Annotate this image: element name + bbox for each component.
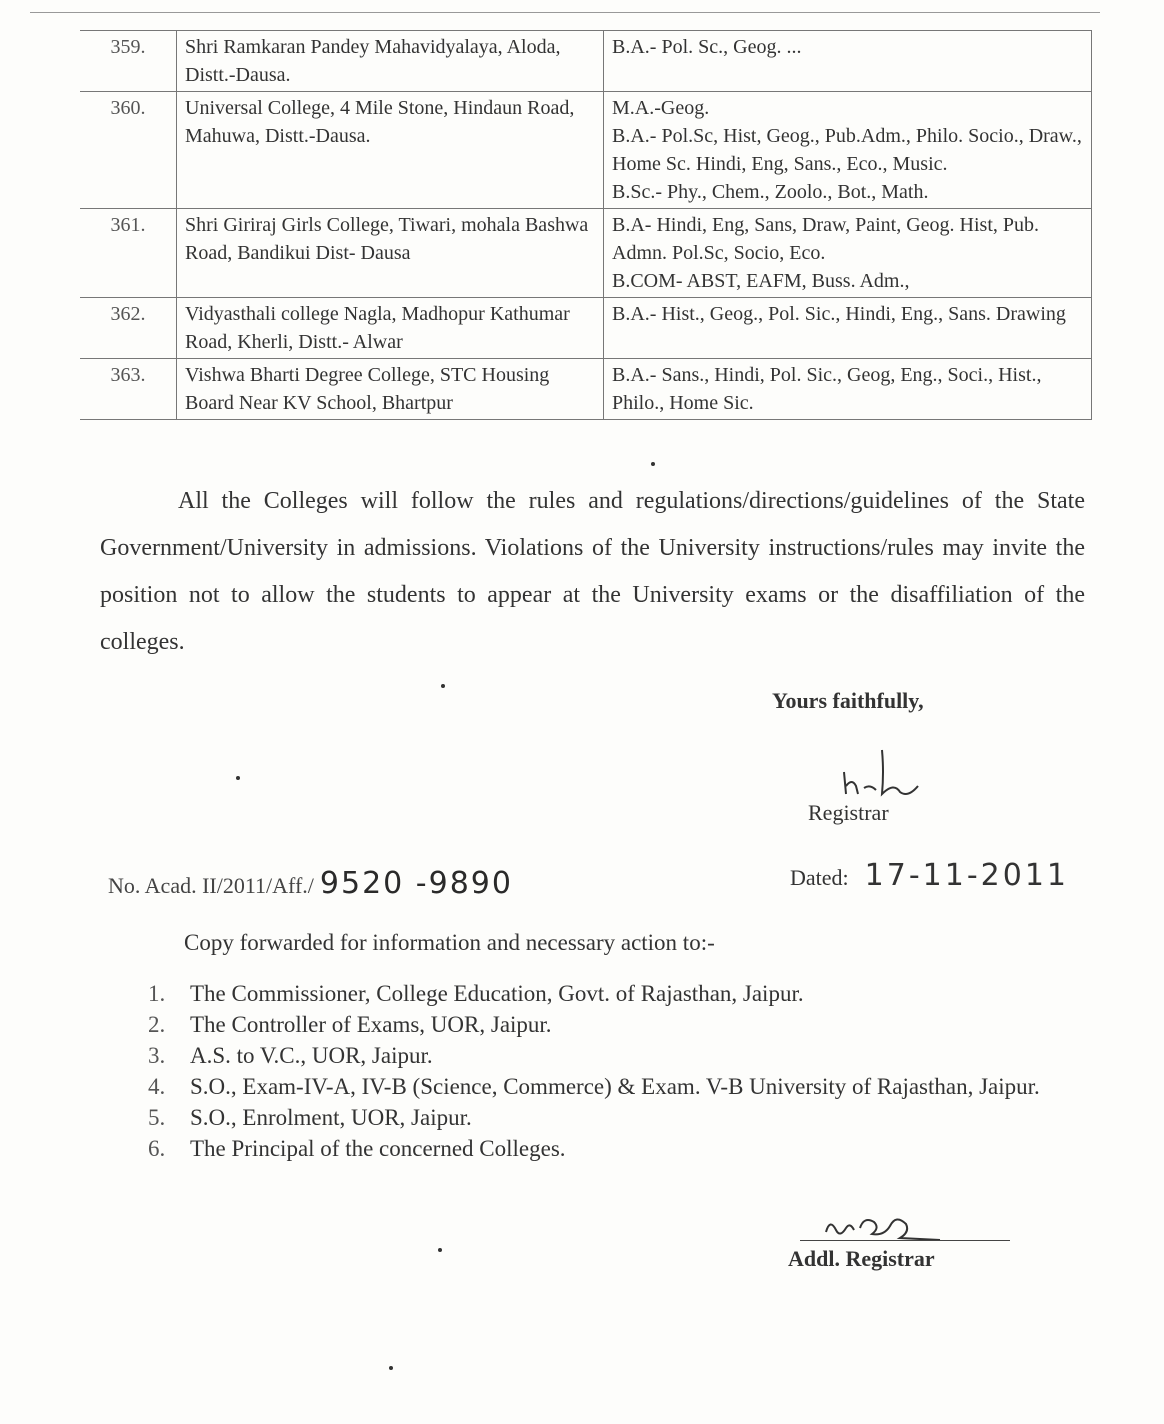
speck xyxy=(389,1366,393,1370)
college-courses xyxy=(604,359,1092,420)
college-name: Vidyasthali college Nagla, Madhopur Kathumar Road, Kherli, Distt.- Alwar xyxy=(177,298,604,359)
college-courses xyxy=(604,209,1092,298)
college-name: Vishwa Bharti Degree College, STC Housing Board Near KV School, Bhartpur xyxy=(177,359,604,420)
list-text: S.O., Exam-IV-A, IV-B (Science, Commerce) & Exam. V-B University of Rajasthan, Jaipur. xyxy=(190,1074,1040,1099)
serial-number: 362. xyxy=(80,298,177,359)
college-courses xyxy=(604,298,1092,359)
college-courses xyxy=(604,92,1092,209)
list-number: 3. xyxy=(148,1043,166,1068)
addl-registrar-label: Addl. Registrar xyxy=(788,1246,935,1271)
table-row xyxy=(80,92,1092,209)
serial-number: 361. xyxy=(80,209,177,298)
top-rule xyxy=(30,12,1100,13)
table-row xyxy=(80,359,1092,420)
course-line: B.A- Hindi, Eng, Sans, Draw, Paint, Geog. Hist, Pub. Admn. Pol.Sc, Socio, Eco. xyxy=(612,214,1040,264)
dated-handwritten: 17-11-2011 xyxy=(864,858,1070,893)
speck xyxy=(438,1248,442,1252)
college-name: Universal College, 4 Mile Stone, Hindaun Road, Mahuwa, Distt.-Dausa. xyxy=(177,92,604,209)
course-line: B.A.- Sans., Hindi, Pol. Sic., Geog, Eng., Soci., Hist., Philo., Home Sic. xyxy=(612,364,1042,414)
course-line: M.A.-Geog. xyxy=(612,97,710,119)
reference-number xyxy=(108,866,513,901)
college-name: Shri Giriraj Girls College, Tiwari, mohala Bashwa Road, Bandikui Dist- Dausa xyxy=(177,209,604,298)
reference-prefix: No. Acad. II/2011/Aff./ xyxy=(108,873,314,898)
list-text: S.O., Enrolment, UOR, Jaipur. xyxy=(190,1105,472,1130)
course-line: B.COM- ABST, EAFM, Buss. Adm., xyxy=(612,270,910,292)
course-line: B.Sc.- Phy., Chem., Zoolo., Bot., Math. xyxy=(612,181,929,203)
serial-number: 360. xyxy=(80,92,177,209)
college-courses xyxy=(604,31,1092,92)
course-line: B.A.- Pol. Sc., Geog. ... xyxy=(612,36,802,58)
list-number: 1. xyxy=(148,981,166,1006)
reference-handwritten: 9520 -9890 xyxy=(319,866,513,901)
registrar-label: Registrar xyxy=(808,800,889,825)
closing-text: Yours faithfully, xyxy=(772,688,924,713)
signature-line xyxy=(800,1240,1010,1241)
list-text: The Principal of the concerned Colleges. xyxy=(190,1136,566,1161)
college-table xyxy=(80,30,1092,420)
registrar-signature xyxy=(838,742,938,802)
list-number: 4. xyxy=(148,1074,166,1099)
table-row xyxy=(80,31,1092,92)
list-item xyxy=(148,1040,1098,1071)
list-number: 6. xyxy=(148,1136,166,1161)
table-row xyxy=(80,209,1092,298)
table-row xyxy=(80,298,1092,359)
list-number: 2. xyxy=(148,1012,166,1037)
list-text: A.S. to V.C., UOR, Jaipur. xyxy=(190,1043,433,1068)
course-line: B.A.- Hist., Geog., Pol. Sic., Hindi, Eng., Sans. Drawing xyxy=(612,303,1066,325)
addl-registrar-signature xyxy=(820,1208,950,1248)
list-item xyxy=(148,1071,1098,1102)
course-line: B.A.- Pol.Sc, Hist, Geog., Pub.Adm., Philo. Socio., Draw., Home Sc. Hindi, Eng, Sans., Eco., Music. xyxy=(612,125,1082,175)
copy-intro: Copy forwarded for information and necessary action to:- xyxy=(184,930,715,955)
list-item xyxy=(148,1133,1098,1164)
list-number: 5. xyxy=(148,1105,166,1130)
serial-number: 359. xyxy=(80,31,177,92)
dated-field xyxy=(790,858,1069,893)
speck xyxy=(441,684,445,688)
speck xyxy=(236,776,240,780)
speck xyxy=(651,462,655,466)
copy-list xyxy=(148,978,1098,1164)
college-name: Shri Ramkaran Pandey Mahavidyalaya, Aloda, Distt.-Dausa. xyxy=(177,31,604,92)
list-item xyxy=(148,1009,1098,1040)
dated-label: Dated: xyxy=(790,865,849,890)
instructions-paragraph: All the Colleges will follow the rules and regulations/directions/guidelines of the State Government/University in admissions. Violations of the University instructions/rules may invite the position not to allow the students to appear at the University exams or the disaffiliation of the colleges. xyxy=(100,488,1085,655)
serial-number: 363. xyxy=(80,359,177,420)
list-text: The Controller of Exams, UOR, Jaipur. xyxy=(190,1012,552,1037)
list-text: The Commissioner, College Education, Govt. of Rajasthan, Jaipur. xyxy=(190,981,804,1006)
list-item xyxy=(148,1102,1098,1133)
list-item xyxy=(148,978,1098,1009)
